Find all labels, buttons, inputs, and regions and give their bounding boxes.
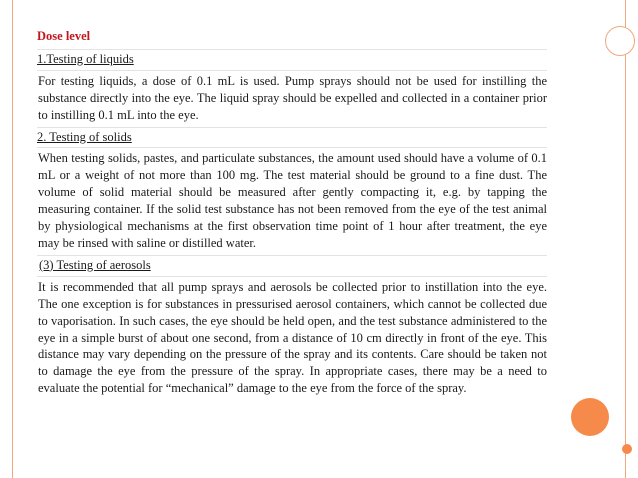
slide-title: Dose level xyxy=(37,29,91,43)
section-heading-row xyxy=(37,49,547,70)
section-text-aerosols: It is recommended that all pump sprays and aerosols be collected prior to instillation into the eye. The one exception is for substances in pressurised aerosol containers, which cannot be collected due to vaporisation. In such cases, the eye should be held open, and the test substance administered to the eye in a simple burst of about one second, from a distance of 10 cm directly in front of the eye. This distance may vary depending on the pressure of the spray and its contents. Care should be taken not to damage the eye from the pressure of the spray. In appropriate cases, there may be a need to evaluate the potential for “mechanical” damage to the eye from the force of the spray. xyxy=(37,276,547,400)
decorative-dot-orange xyxy=(622,444,632,454)
section-heading-row xyxy=(37,255,547,276)
section-text-liquids: For testing liquids, a dose of 0.1 mL is used. Pump sprays should not be used for instilling the substance directly into the eye. The liquid spray should be expelled and collected in a container prior to instilling 0.1 mL into the eye. xyxy=(37,70,547,127)
slide-content xyxy=(37,28,547,400)
section-heading-row xyxy=(37,127,547,148)
section-heading-aerosols: (3) Testing of aerosols xyxy=(39,257,151,272)
decorative-circle-outline xyxy=(605,26,635,56)
section-heading-liquids: 1.Testing of liquids xyxy=(37,51,134,66)
section-heading-solids: 2. Testing of solids xyxy=(37,129,132,144)
decorative-circle-orange xyxy=(571,398,609,436)
section-text-solids: When testing solids, pastes, and particulate substances, the amount used should have a volume of 0.1 mL or a weight of not more than 100 mg. The test material should be ground to a fine dust. The volume of solid material should be measured after gently compacting it, e.g. by tapping the measuring container. If the solid test substance has not been removed from the eye of the test animal by physiological mechanisms at the first observation time point of 1 hour after treatment, the eye may be rinsed with saline or distilled water. xyxy=(37,147,547,254)
